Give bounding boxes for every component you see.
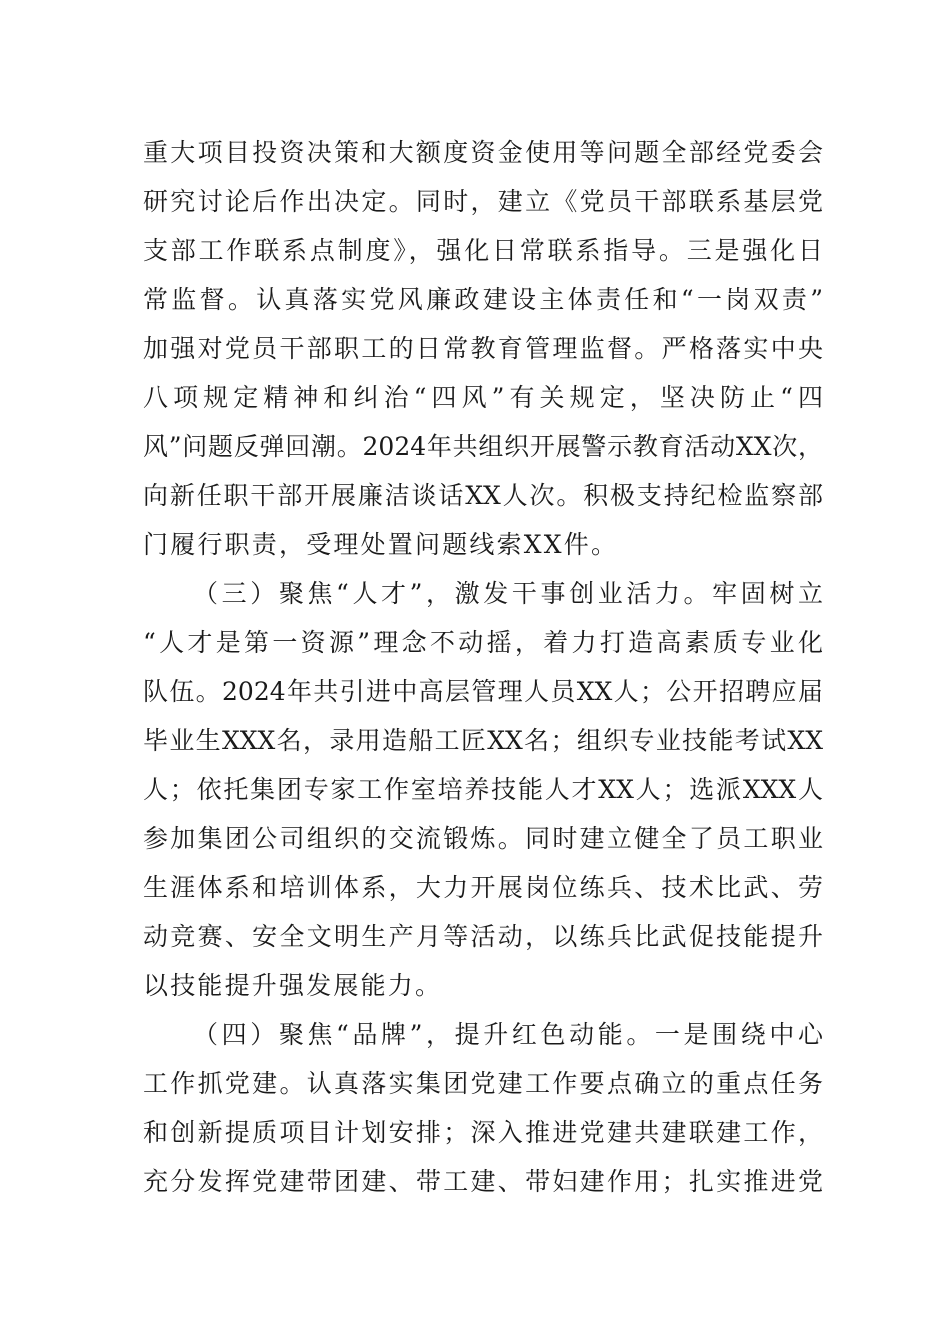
text-line-20: 工作抓党建。认真落实集团党建工作要点确立的重点任务 <box>143 1069 823 1098</box>
text-line-2: 研究讨论后作出决定。同时，建立《党员干部联系基层党 <box>143 187 823 216</box>
text-line-9: 门履行职责，受理处置问题线索XX件。 <box>143 530 619 559</box>
text-line-5: 加强对党员干部职工的日常教育管理监督。严格落实中央 <box>143 334 823 363</box>
body-text <box>143 128 823 1206</box>
paragraph-heading-san: （三）聚焦“人才”，激发干事创业活力。牢固树立 <box>193 579 823 608</box>
text-line-18: 以技能提升强发展能力。 <box>143 971 443 1000</box>
text-line-8: 向新任职干部开展廉洁谈话XX人次。积极支持纪检监察部 <box>143 481 823 510</box>
text-line-6: 八项规定精神和纠治“四风”有关规定，坚决防止“四 <box>143 383 823 412</box>
text-line-3: 支部工作联系点制度》，强化日常联系指导。三是强化日 <box>143 236 823 265</box>
text-line-21: 和创新提质项目计划安排；深入推进党建共建联建工作， <box>143 1118 823 1147</box>
text-line-11: “人才是第一资源”理念不动摇，着力打造高素质专业化 <box>143 628 823 657</box>
text-line-22: 充分发挥党建带团建、带工建、带妇建作用；扎实推进党 <box>143 1167 823 1196</box>
paragraph-heading-si: （四）聚焦“品牌”，提升红色动能。一是围绕中心 <box>193 1020 823 1049</box>
text-line-7: 风”问题反弹回潮。2024年共组织开展警示教育活动XX次， <box>143 432 823 461</box>
text-line-4: 常监督。认真落实党风廉政建设主体责任和“一岗双责” <box>143 285 823 314</box>
text-line-15: 参加集团公司组织的交流锻炼。同时建立健全了员工职业 <box>143 824 823 853</box>
text-line-1: 重大项目投资决策和大额度资金使用等问题全部经党委会 <box>143 138 823 167</box>
text-line-14: 人；依托集团专家工作室培养技能人才XX人；选派XXX人 <box>143 775 823 804</box>
text-line-12: 队伍。2024年共引进中高层管理人员XX人；公开招聘应届 <box>143 677 823 706</box>
text-line-16: 生涯体系和培训体系，大力开展岗位练兵、技术比武、劳 <box>143 873 823 902</box>
text-line-17: 动竞赛、安全文明生产月等活动，以练兵比武促技能提升 <box>143 922 823 951</box>
text-line-13: 毕业生XXX名，录用造船工匠XX名；组织专业技能考试XX <box>143 726 823 755</box>
